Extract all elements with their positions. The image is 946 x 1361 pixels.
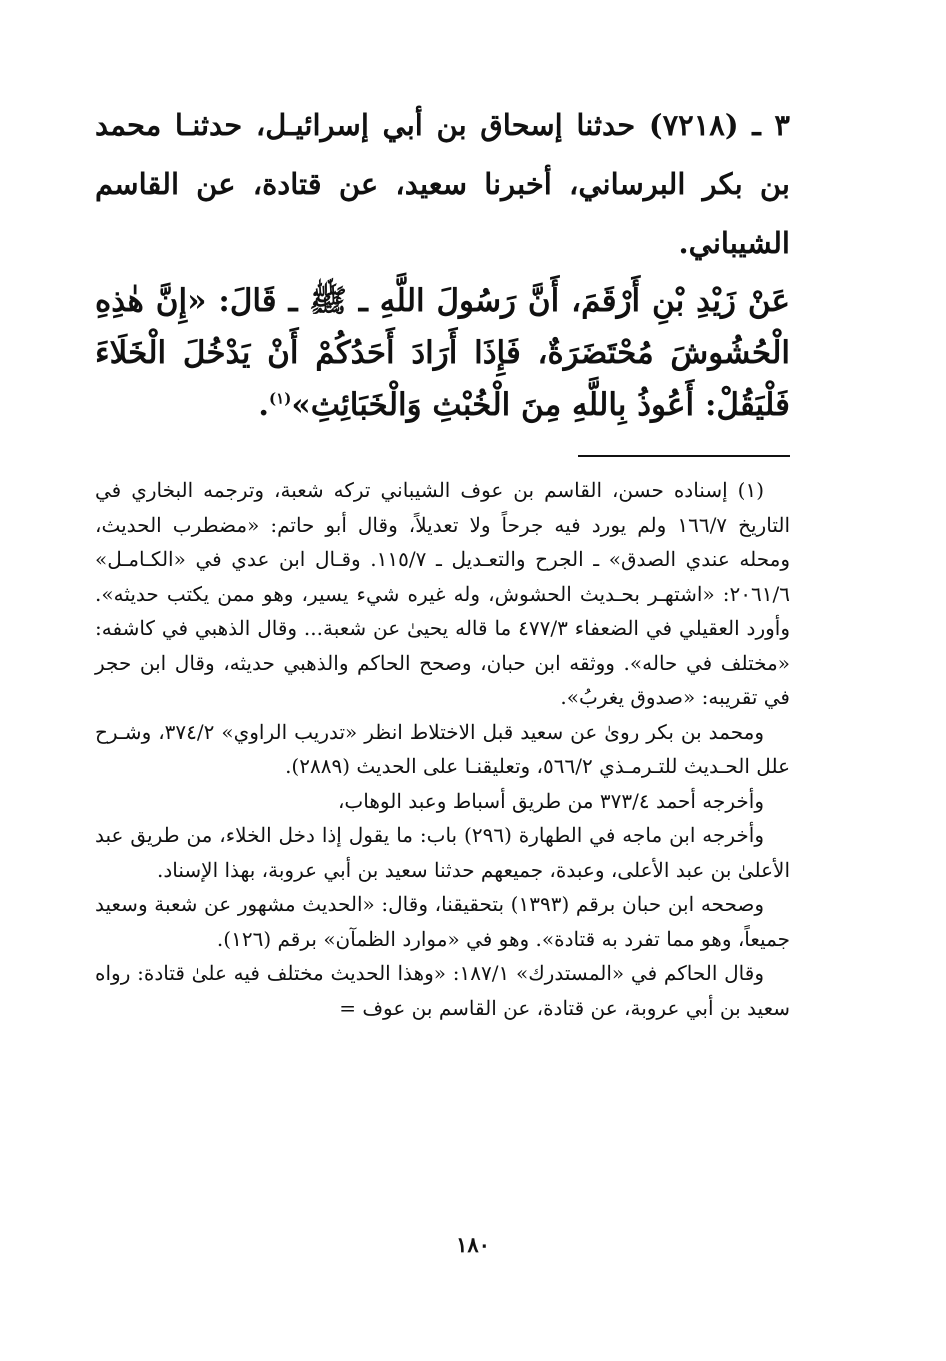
matn-intro: عَنْ زَيْدِ بْنِ أَرْقَمَ، أَنَّ رَسُولَ اللَّهِ ـ ﷺ ـ قَالَ: <box>218 283 790 319</box>
footnote-paragraph: ومحمد بن بكر روىٰ عن سعيد قبل الاختلاط انظر «تدريب الراوي» ٣٧٤/٢، وشـرح علل الحـديث للتـرمـذي ٥٦٦/٢، وتعليقنـا على الحديث (٢٨٨٩). <box>95 719 790 778</box>
footnotes <box>95 473 790 1025</box>
footnote-paragraph: وصححه ابن حبان برقم (١٣٩٣) بتحقيقنا، وقال: «الحديث مشهور عن شعبة وسعيد جميعاً، وهو مما تفرد به قتادة». وهو في «موارد الظمآن» برقم (١٢٦). <box>95 892 790 951</box>
footnote-reference[interactable]: (١) <box>269 389 292 408</box>
matn-quote: «إِنَّ هٰذِهِ الْحُشُوشَ مُحْتَضَرَةٌ، فَإِذَا أَرَادَ أَحَدُكُمْ أَنْ يَدْخُلَ الْخَلَاءَ فَلْيَقُلْ: أَعُوذُ بِاللَّهِ مِنَ الْخُبْثِ وَالْخَبَائِثِ» <box>95 283 790 423</box>
sanad-text: (٧٢١٨) حدثنا إسحاق بن أبي إسرائيـل، حدثنـا محمد بن بكر البرساني، أخبرنا سعيد، عن قتادة، عن القاسم الشيباني. <box>95 108 790 260</box>
hadith-matn <box>95 275 790 431</box>
page-number: ١٨٠ <box>456 1232 490 1257</box>
footnote-paragraph: (١) إسناده حسن، القاسم بن عوف الشيباني تركه شعبة، وترجمه البخاري في التاريخ ١٦٦/٧ ولم يورد فيه جرحاً ولا تعديلاً، وقال أبو حاتم: «مضطرب الحديث، ومحله عندي الصدق» ـ الجرح والتعـديل ـ ١١٥/٧. وقـال ابن عدي في «الكـامـل» ٢٠٦١/٦: «اشتهـر بحـديث الحشوش، وله غيره شيء يسير، وهو ممن يكتب حديثه». وأورد العقيلي في الضعفاء ٤٧٧/٣ ما قاله يحيىٰ عن شعبة... وقال الذهبي في كاشفه: «مختلف في حاله». ووثقه ابن حبان، وصحح الحاكم والذهبي حديثه، وقال ابن حجر في تقريبه: «صدوق يغربُ». <box>95 478 791 709</box>
hadith-sanad <box>95 96 790 273</box>
footnote-paragraph: وأخرجه ابن ماجه في الطهارة (٢٩٦) باب: ما يقول إذا دخل الخلاء، من طريق عبد الأعلىٰ بن عبد الأعلى، وعبدة، جميعهم حدثنا سعيد بن أبي عروبة، بهذا الإسناد. <box>95 823 790 882</box>
page-body <box>95 80 790 1025</box>
matn-end-mark: . <box>258 387 270 423</box>
footnote-separator <box>578 455 790 457</box>
footnote-paragraph: وقال الحاكم في «المستدرك» ١٨٧/١: «وهذا الحديث مختلف فيه علىٰ قتادة: رواه سعيد بن أبي عروبة، عن قتادة، عن القاسم بن عوف = <box>95 961 790 1020</box>
footnote-paragraph: وأخرجه أحمد ٣٧٣/٤ من طريق أسباط وعبد الوهاب، <box>337 788 764 813</box>
hadith-number: ٣ ـ <box>752 108 790 142</box>
